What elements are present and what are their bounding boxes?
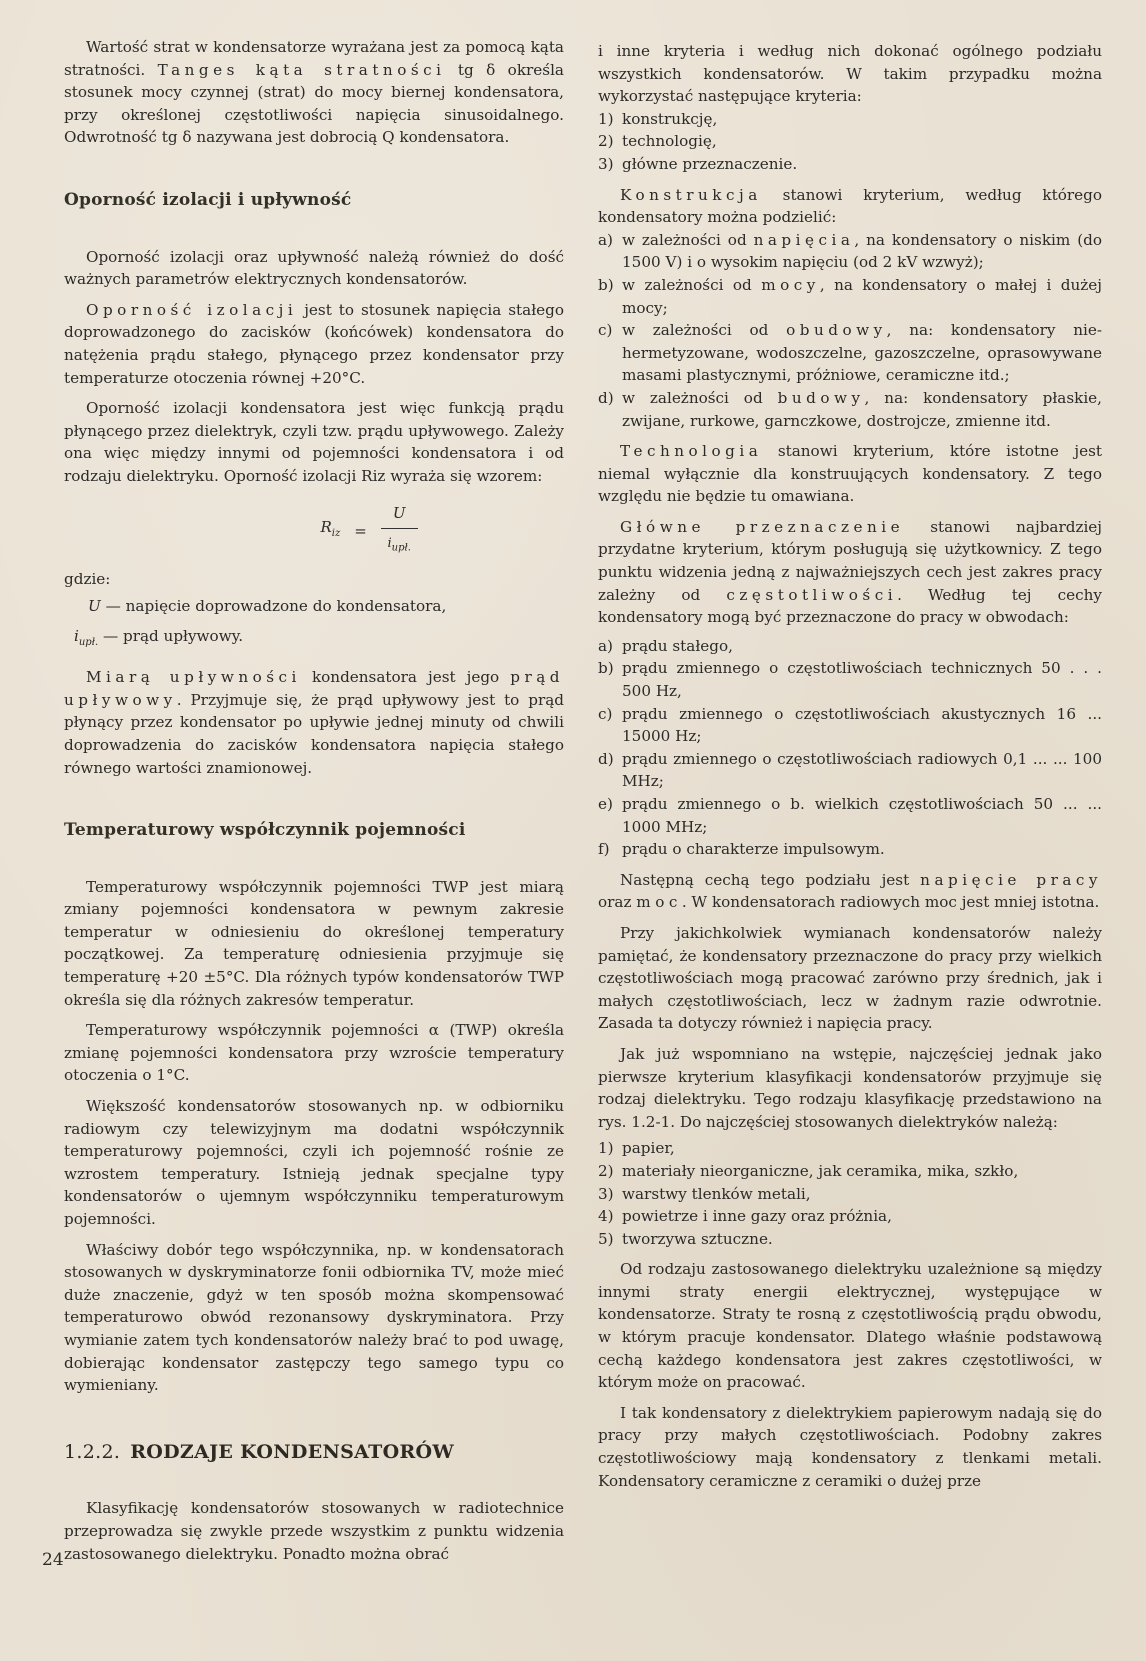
list-item: b) w zależności od mocy, na kondensatory o małej i dużej mocy; [598, 275, 1102, 317]
list-item: 2) technologię, [598, 132, 717, 151]
list-item: 1) konstrukcję, [598, 109, 718, 128]
list-item: c) prądu zmiennego o częstotliwościach akustycznych 16 ... 15000 Hz; [598, 704, 1102, 746]
right-column [598, 40, 1102, 1500]
spaced-term: Miarą upływności [86, 668, 301, 687]
list-item: b) prądu zmiennego o częstotliwościach technicznych 50 . . . 500 Hz, [598, 659, 1102, 701]
list-item: 3) warstwy tlenków metali, [598, 1184, 811, 1203]
section-heading-types: 1.2.2. RODZAJE KONDENSATORÓW [64, 1440, 455, 1463]
spaced-term: Główne przeznaczenie [620, 517, 905, 536]
list-item: a) prądu stałego, [598, 636, 733, 655]
intro-paragraph: Wartość strat w kondensatorze wyrażana jest za pomocą kąta stratności. Tanges kąta stratności tg δ określa stosunek mocy czynnej (strat) do mocy biernej kondensatora, przy określonej częstotliwości napięcia sinusoidalnego. Odwrotność tg δ nazywana jest dobrocią Q kondensatora. [64, 38, 564, 147]
paragraph: Główne przeznaczenie stanowi najbardziej przydatne kryterium, którym posługują się użytkownicy. Z tego punktu widzenia jedną z najważniejszych cech jest zakres pracy zależny od częstotliwości. Według tej cechy kondensatory mogą być przeznaczone do pracy w obwodach: [598, 517, 1103, 627]
paragraph: Temperaturowy współczynnik pojemności TWP jest miarą zmiany pojemności kondensatora w pewnym zakresie temperatur w odniesieniu do określonej temperatury początkowej. Za temperaturę odniesienia przyjmuje się temperaturę +20 ±5°C. Dla różnych typów kondensatorów TWP określa się dla różnych zakresów temperatur. [64, 877, 564, 1009]
paragraph: I tak kondensatory z dielektrykiem papierowym nadają się do pracy przy małych częstotliwościach. Podobny zakres częstotliwościowy mają kondensatory z tlenkami metali. Kondensatory ceramiczne z ceramiki o dużej prze [598, 1403, 1102, 1490]
section-heading-twp: Temperaturowy współczynnik pojemności [64, 820, 466, 841]
paragraph: Oporność izolacji jest to stosunek napięcia stałego doprowadzonego do zacisków (końcówek) kondensatora do natężenia prądu stałego, płynącego przez kondensator przy temperaturze otoczenia równej +20°C. [64, 300, 564, 387]
spaced-term: Tanges kąta stratności [157, 60, 446, 79]
paragraph: Od rodzaju zastosowanego dielektryku uzależnione są między innymi straty energii elektrycznej, występujące w kondensatorze. Straty te rosną z częstotliwością prądu obwodu, w którym pracuje kondensator. Dlatego właśnie podstawową cechą każdego kondensatora jest zakres częstotliwości, w którym może on pracować. [598, 1260, 1102, 1392]
list-item: d) w zależności od budowy, na: kondensatory płaskie, zwijane, rurkowe, garnczkowe, dostrojcze, zmienne itd. [598, 388, 1102, 430]
dielectrics-list [598, 1137, 1102, 1250]
list-item: c) w zależności od obudowy, na: kondensatory niehermetyzowane, wodoszczelne, gazoszczelne, oprasowywane masami plastycznymi, próżniowe, ceramiczne itd.; [598, 321, 1102, 385]
purpose-list [598, 635, 1102, 861]
paragraph: Większość kondensatorów stosowanych np. w odbiorniku radiowym czy telewizyjnym ma dodatni współczynnik temperaturowy pojemności, czyli ich pojemność rośnie ze wzrostem temperatury. Istnieją jednak specjalne typy kondensatorów o ujemnym współczynniku temperaturowym pojemności. [64, 1097, 564, 1228]
definition-item: $i_{upł.}$ — prąd upływowy. [74, 626, 244, 648]
left-column [64, 36, 564, 1573]
spaced-term: prąd upływowy [64, 668, 564, 709]
list-item: 4) powietrze i inne gazy oraz próżnia, [598, 1207, 892, 1226]
spaced-term: Oporność izolacji [86, 300, 298, 319]
section-heading-insulation: Oporność izolacji i upływność [64, 189, 352, 210]
paragraph: Klasyfikację kondensatorów stosowanych w radiotechnice przeprowadza się zwykle przede wszystkim z punktu widzenia zastosowanego dielektryku. Ponadto można obrać [64, 1499, 564, 1563]
spaced-term: Konstrukcja [620, 185, 762, 204]
list-item: f) prądu o charakterze impulsowym. [598, 840, 885, 859]
definitions-list [64, 595, 564, 654]
where-label: gdzie: [64, 570, 111, 589]
list-item: 3) główne przeznaczenie. [598, 154, 798, 173]
paragraph: Oporność izolacji oraz upływność należą również do dość ważnych parametrów elektrycznych kondensatorów. [64, 247, 564, 289]
formula-insulation-resistance: $R_{iz}$ = $\frac{U}{i_{upł.}}$ [174, 502, 564, 561]
list-item: 2) materiały nieorganiczne, jak ceramika, mika, szkło, [598, 1161, 1019, 1180]
spaced-term: częstotliwości [726, 585, 898, 604]
paragraph: Oporność izolacji kondensatora jest więc funkcją prądu płynącego przez dielektryk, czyli tzw. prądu upływowego. Zależy ona więc między innymi od pojemności kondensatora i od rodzaju dielektryku. Oporność izolacji Riz wyraża się wzorem: [64, 399, 564, 485]
construction-list [598, 229, 1102, 432]
list-item: a) w zależności od napięcia, na kondensatory o niskim (do 1500 V) i o wysokim napięciu (od 2 kV wzwyż); [598, 230, 1102, 272]
paragraph: i inne kryteria i według nich dokonać ogólnego podziału wszystkich kondensatorów. W takim przypadku można wykorzystać następujące kryteria: [598, 42, 1102, 106]
fraction: $\frac{U}{i_{upł.}}$ [381, 502, 418, 561]
paragraph: Miarą upływności kondensatora jest jego prąd upływowy. Przyjmuje się, że prąd upływowy jest to prąd płynący przez kondensator po upływie jednej minuty od chwili doprowadzenia do zacisków kondensatora napięcia stałego równego wartości znamionowej. [64, 668, 564, 777]
list-item: d) prądu zmiennego o częstotliwościach radiowych 0,1 ... ... 100 MHz; [598, 749, 1102, 791]
paragraph: Temperaturowy współczynnik pojemności α (TWP) określa zmianę pojemności kondensatora przy wzroście temperatury otoczenia o 1°C. [64, 1021, 564, 1085]
paragraph: Jak już wspomniano na wstępie, najczęściej jednak jako pierwsze kryterium klasyfikacji kondensatorów przyjmuje się rodzaj dielektryku. Tego rodzaju klasyfikację przedstawiono na rys. 1.2-1. Do najczęściej stosowanych dielektryków należą: [598, 1044, 1102, 1131]
page-number: 24 [42, 1550, 64, 1570]
list-item: e) prądu zmiennego o b. wielkich częstotliwościach 50 ... ... 1000 MHz; [598, 795, 1102, 836]
criteria-list [598, 108, 1102, 176]
paragraph: Następną cechą tego podziału jest napięcie pracy oraz moc. W kondensatorach radiowych moc jest mniej istotna. [598, 870, 1102, 912]
definition-item: U — napięcie doprowadzone do kondensatora, [88, 596, 447, 615]
paragraph: Właściwy dobór tego współczynnika, np. w kondensatorach stosowanych w dyskryminatorze fonii odbiornika TV, może mieć duże znaczenie, gdyż w ten sposób można skompensować temperaturowo obwód rezonansowy dyskryminatora. Przy wymianie zatem tych kondensatorów należy brać to pod uwagę, dobierając kondensator zastępczy tego samego typu co wymieniany. [64, 1240, 564, 1395]
spaced-term: moc [636, 893, 682, 912]
list-item: 5) tworzywa sztuczne. [598, 1229, 773, 1248]
paragraph: Technologia stanowi kryterium, które istotne jest niemal wyłącznie dla konstruujących kondensatory. Z tego względu nie będzie tu omawiana. [598, 442, 1102, 506]
spaced-term: napięcie pracy [920, 870, 1102, 889]
spaced-term: Technologia [620, 442, 763, 461]
paragraph: Przy jakichkolwiek wymianach kondensatorów należy pamiętać, że kondensatory przeznaczone do pracy przy wielkich częstotliwościach mogą pracować zarówno przy średnich, jak i małych częstotliwościach, lecz w żadnym razie odwrotnie. Zasada ta dotyczy również i napięcia pracy. [598, 923, 1102, 1033]
list-item: 1) papier, [598, 1139, 675, 1158]
paragraph: Konstrukcja stanowi kryterium, według którego kondensatory można podzielić: [598, 185, 1102, 227]
